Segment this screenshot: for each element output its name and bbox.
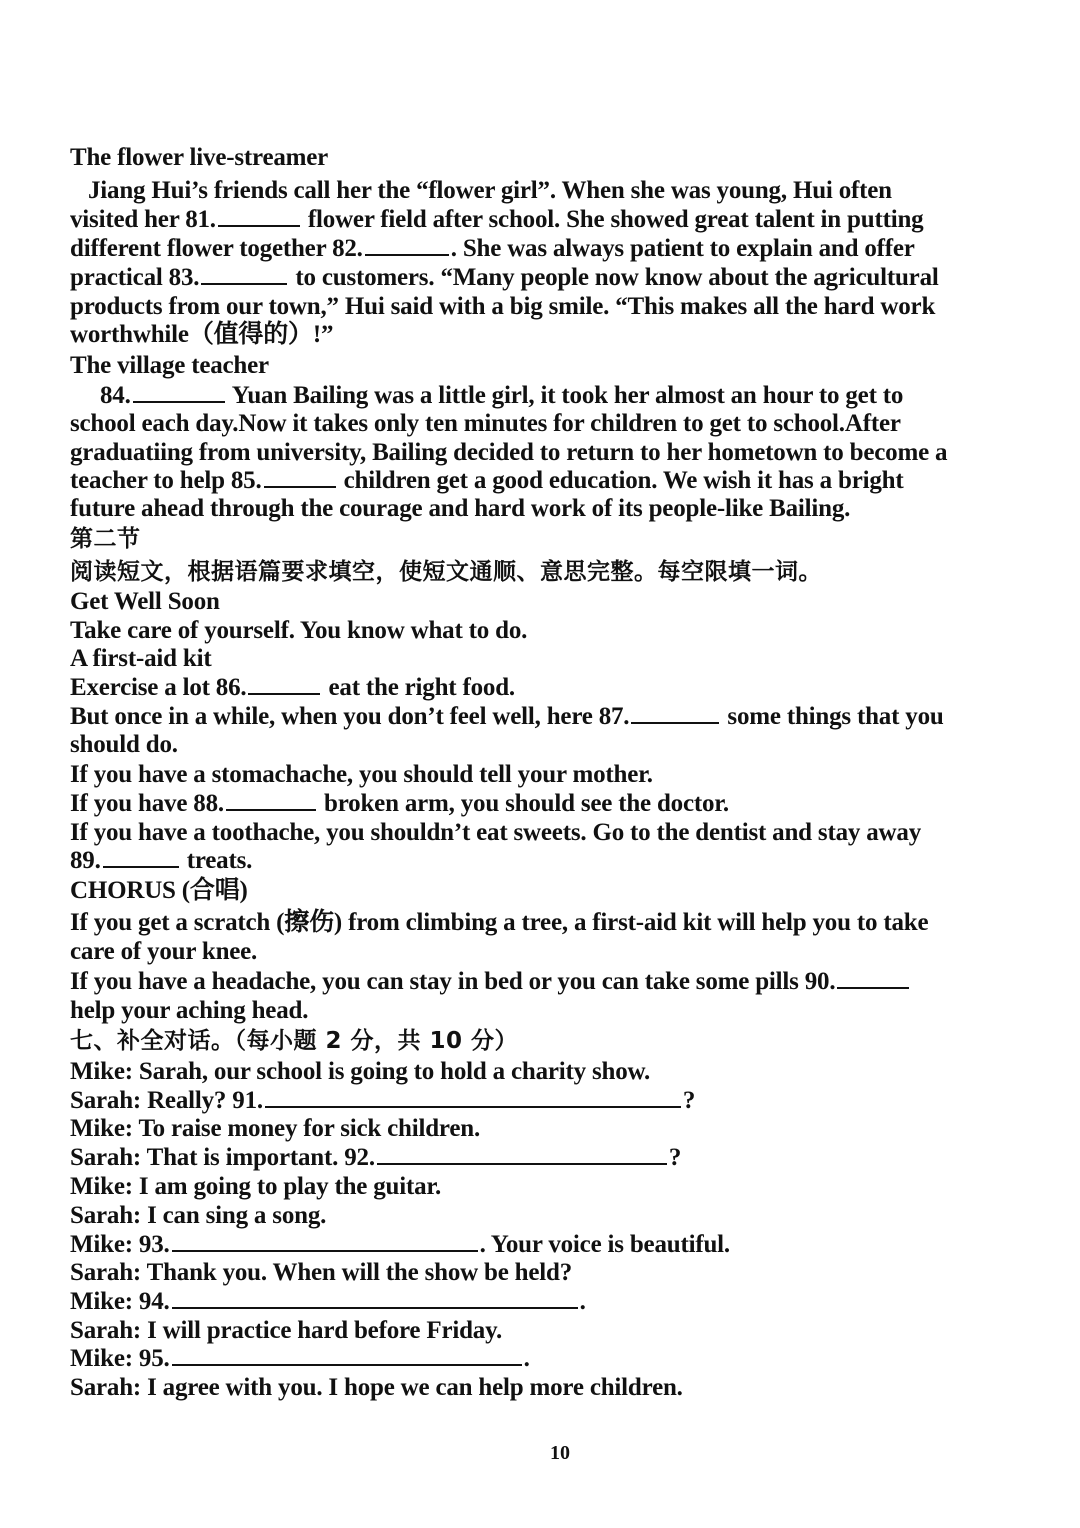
blank-93[interactable] (172, 1230, 478, 1252)
dialogue-line: Mike: Sarah, our school is going to hold a charity show. (70, 1058, 651, 1085)
blank-86[interactable] (248, 673, 320, 695)
dialogue-line: Mike: To raise money for sick children. (70, 1115, 481, 1142)
text-line: future ahead through the courage and hard work of its people-like Bailing. (70, 495, 851, 522)
text-line: A first-aid kit (70, 645, 212, 672)
text-line: Jiang Hui’s friends call her the “flower girl”. When she was young, Hui often (88, 177, 892, 204)
passage-title-village: The village teacher (70, 352, 269, 379)
dialogue-line: Mike: 93. . Your voice is beautiful. (70, 1231, 730, 1258)
text-line: practical 83. to customers. “Many people now know about the agricultural (70, 264, 939, 291)
dialogue-line: Mike: 94. . (70, 1288, 586, 1315)
blank-88[interactable] (226, 789, 316, 811)
blank-81[interactable] (218, 205, 300, 227)
blank-92[interactable] (377, 1143, 667, 1165)
text-line: 89. treats. (70, 847, 253, 874)
dialogue-line: Sarah: Really? 91. ? (70, 1087, 696, 1114)
text-line: school each day.Now it takes only ten minutes for children to get to school.After (70, 410, 901, 437)
text-line: But once in a while, when you don’t feel well, here 87. some things that you (70, 703, 944, 730)
page-number: 10 (550, 1442, 570, 1464)
blank-95[interactable] (172, 1344, 522, 1366)
text-line: 84. Yuan Bailing was a little girl, it took her almost an hour to get to (100, 382, 904, 409)
blank-94[interactable] (172, 1287, 578, 1309)
text-line: If you have a headache, you can stay in bed or you can take some pills 90. (70, 967, 911, 997)
dialogue-line: Sarah: I agree with you. I hope we can help more children. (70, 1374, 683, 1401)
dialogue-line: Mike: 95. . (70, 1345, 530, 1372)
blank-84[interactable] (133, 381, 225, 403)
section-heading: 七、补全对话。（每小题 2 分，共 10 分） (70, 1028, 519, 1054)
dialogue-line: Sarah: That is important. 92. ? (70, 1144, 682, 1171)
poem-title: Get Well Soon (70, 588, 220, 615)
text-line: should do. (70, 731, 178, 758)
text-line: visited her 81. flower field after school. She showed great talent in putting (70, 206, 924, 233)
text-line: Exercise a lot 86. eat the right food. (70, 674, 515, 701)
dialogue-line: Sarah: Thank you. When will the show be held? (70, 1259, 573, 1286)
blank-82[interactable] (365, 234, 449, 256)
text-line: CHORUS (合唱) (70, 877, 248, 904)
blank-91[interactable] (265, 1086, 681, 1108)
text-line: worthwhile（值得的）!” (70, 321, 334, 348)
text-line: products from our town,” Hui said with a big smile. “This makes all the hard work (70, 293, 936, 320)
dialogue-line: Mike: I am going to play the guitar. (70, 1173, 442, 1200)
text-line: If you have a stomachache, you should tell your mother. (70, 761, 653, 788)
text-line: care of your knee. (70, 938, 258, 965)
text-line: help your aching head. (70, 997, 309, 1024)
dialogue-line: Sarah: I will practice hard before Friday. (70, 1317, 503, 1344)
text-line: If you have a toothache, you shouldn’t eat sweets. Go to the dentist and stay away (70, 819, 921, 846)
text-line: teacher to help 85. children get a good education. We wish it has a bright (70, 467, 904, 494)
passage-title-flower: The flower live-streamer (70, 144, 329, 171)
text-line: graduatiing from university, Bailing decided to return to her hometown to become a (70, 439, 948, 466)
blank-85[interactable] (264, 466, 336, 488)
blank-83[interactable] (201, 263, 287, 285)
text-line: different flower together 82. . She was always patient to explain and offer (70, 235, 915, 262)
text-line: If you get a scratch (擦伤) from climbing a tree, a first-aid kit will help you to take (70, 909, 929, 936)
blank-89[interactable] (103, 846, 179, 868)
blank-90[interactable] (837, 967, 909, 989)
text-line: If you have 88. broken arm, you should see the doctor. (70, 790, 729, 817)
section-heading: 第二节 (70, 526, 141, 552)
text-line: Take care of yourself. You know what to do. (70, 617, 528, 644)
instruction-text: 阅读短文，根据语篇要求填空，使短文通顺、意思完整。每空限填一词。 (70, 559, 822, 585)
dialogue-line: Sarah: I can sing a song. (70, 1202, 327, 1229)
blank-87[interactable] (631, 702, 719, 724)
